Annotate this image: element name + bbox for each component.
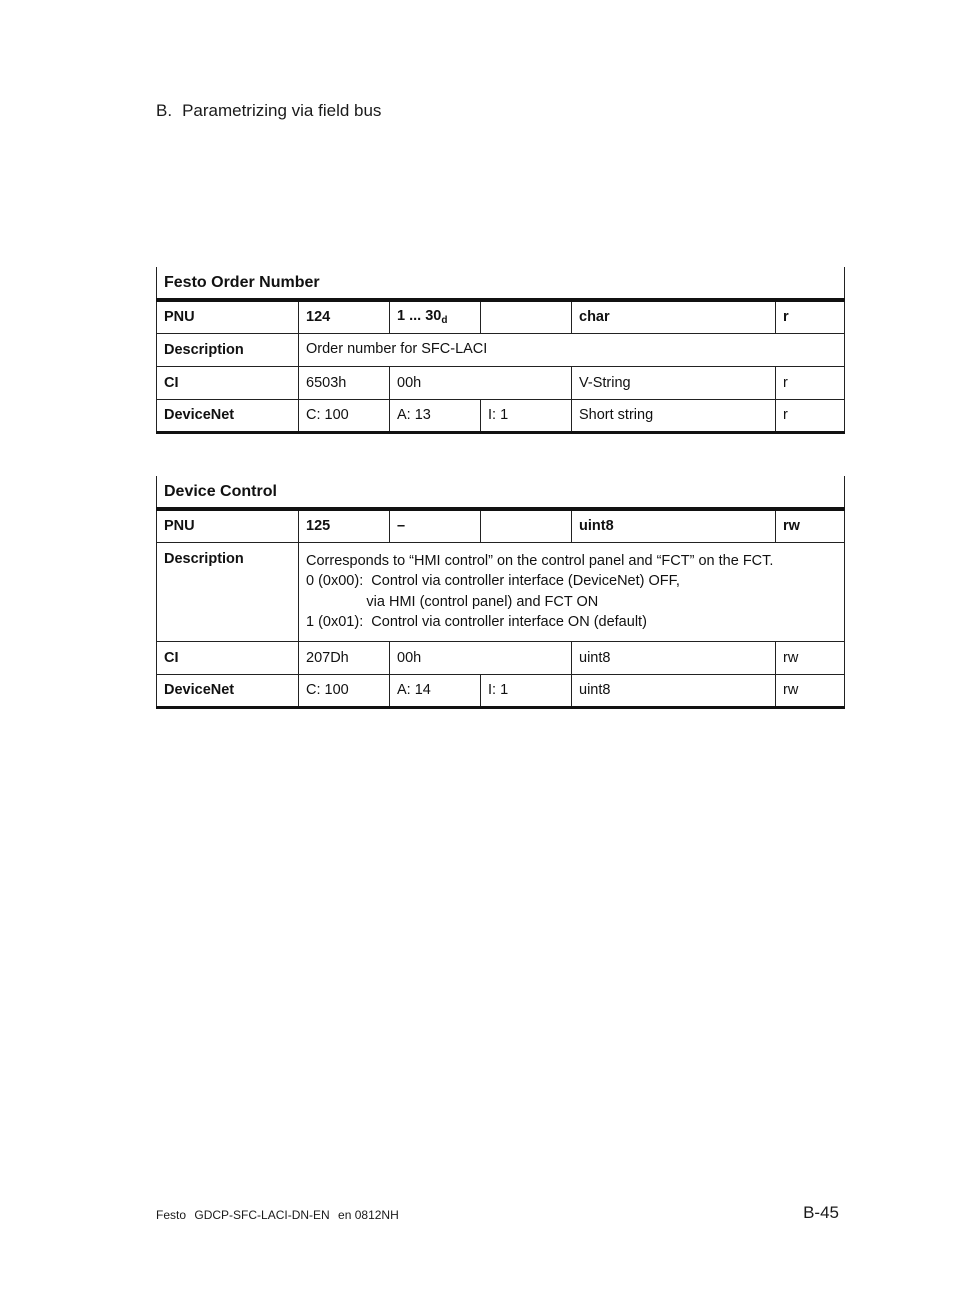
pnu-label: PNU: [157, 300, 299, 333]
table-row-pnu: [157, 509, 845, 542]
ci-index: 6503h: [299, 366, 390, 399]
parameter-table-device-control: [156, 476, 845, 709]
chapter-letter: B.: [156, 101, 173, 120]
table-title: Device Control: [157, 476, 845, 509]
description-line: Order number for SFC-LACI: [306, 341, 488, 358]
devicenet-label: DeviceNet: [157, 674, 299, 707]
page-header: [156, 101, 381, 121]
devicenet-label: DeviceNet: [157, 399, 299, 432]
table-row-devicenet: [157, 674, 845, 707]
devicenet-class: C: 100: [299, 399, 390, 432]
pnu-extra: [481, 509, 572, 542]
chapter-title: Parametrizing via field bus: [182, 101, 382, 120]
devicenet-access: rw: [776, 674, 845, 707]
description-line: 1 (0x01): Control via controller interface ON (default): [306, 614, 647, 630]
ci-type: V-String: [572, 366, 776, 399]
devicenet-access: r: [776, 399, 845, 432]
devicenet-attribute: A: 13: [390, 399, 481, 432]
pnu-number: 125: [299, 509, 390, 542]
description-line: 0 (0x00): Control via controller interface (DeviceNet) OFF,: [306, 573, 680, 589]
parameter-table-festo-order-number: [156, 267, 845, 434]
footer-doc-id: GDCP-SFC-LACI-DN-EN: [194, 1208, 330, 1222]
pnu-extra: [481, 300, 572, 333]
page-number: B-45: [803, 1203, 839, 1222]
ci-type: uint8: [572, 641, 776, 674]
ci-label: CI: [157, 641, 299, 674]
devicenet-instance: I: 1: [481, 674, 572, 707]
pnu-type: char: [572, 300, 776, 333]
table-row-description: [157, 542, 845, 641]
table-row-pnu: [157, 300, 845, 333]
pnu-access: rw: [776, 509, 845, 542]
devicenet-type: Short string: [572, 399, 776, 432]
devicenet-instance: I: 1: [481, 399, 572, 432]
pnu-range: –: [390, 509, 481, 542]
ci-subindex: 00h: [390, 641, 572, 674]
ci-access: r: [776, 366, 845, 399]
ci-index: 207Dh: [299, 641, 390, 674]
devicenet-class: C: 100: [299, 674, 390, 707]
description-label: Description: [157, 333, 299, 366]
description-label: Description: [157, 542, 299, 641]
devicenet-type: uint8: [572, 674, 776, 707]
pnu-number: 124: [299, 300, 390, 333]
description-text: [299, 542, 845, 641]
pnu-type: uint8: [572, 509, 776, 542]
description-line: Corresponds to “HMI control” on the control panel and “FCT” on the FCT.: [306, 552, 774, 569]
footer-lang: en 0812NH: [338, 1208, 399, 1222]
pnu-range-value: 1 ... 30: [397, 308, 442, 325]
description-line: via HMI (control panel) and FCT ON: [306, 593, 599, 610]
footer-brand: Festo: [156, 1208, 187, 1222]
pnu-label: PNU: [157, 509, 299, 542]
ci-subindex: 00h: [390, 366, 572, 399]
devicenet-attribute: A: 14: [390, 674, 481, 707]
table-row-ci: [157, 641, 845, 674]
table-row-ci: [157, 366, 845, 399]
pnu-range: [390, 300, 481, 333]
table-row-description: [157, 333, 845, 366]
pnu-range-subscript: d: [441, 315, 448, 327]
table-row-devicenet: [157, 399, 845, 432]
table-title: Festo Order Number: [157, 267, 845, 300]
pnu-access: r: [776, 300, 845, 333]
description-text: [299, 333, 845, 366]
page-footer: [156, 1208, 404, 1222]
ci-access: rw: [776, 641, 845, 674]
ci-label: CI: [157, 366, 299, 399]
